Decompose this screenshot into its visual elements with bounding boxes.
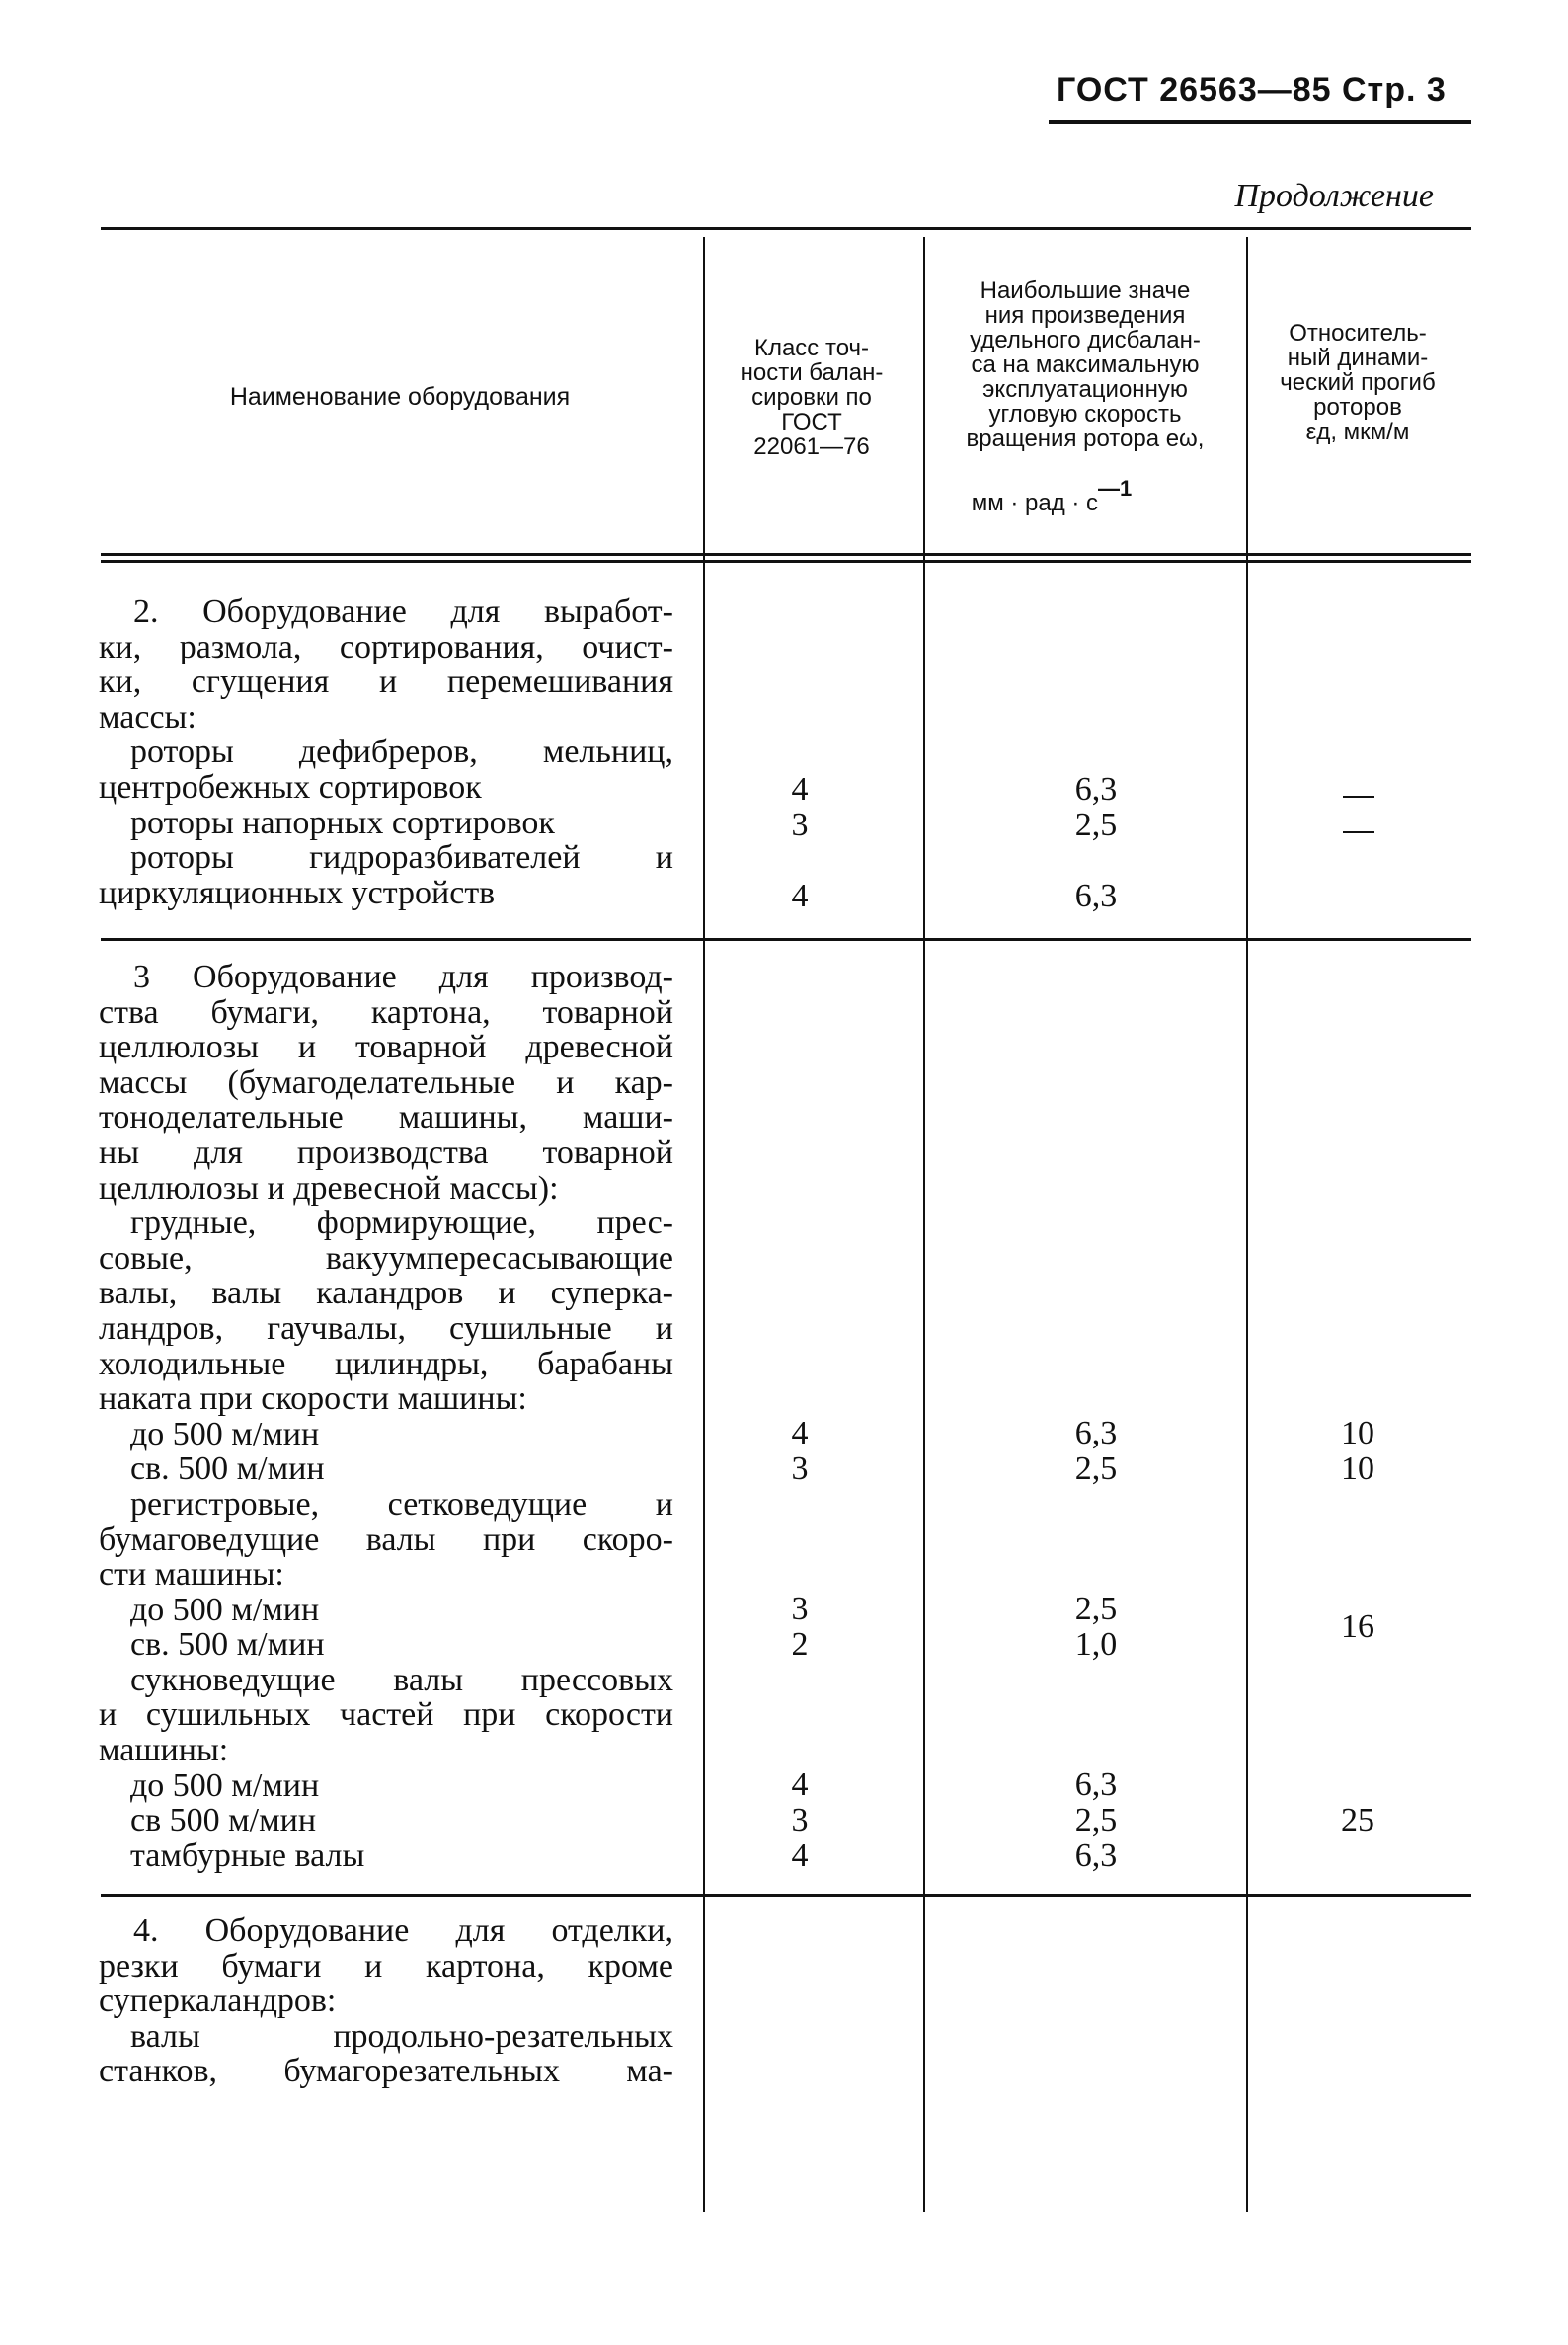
text-line: ства бумаги, картона, товарной [99,993,673,1031]
text-line: роторы дефибреров, мельниц, [130,734,673,771]
relative-dash [1343,796,1374,798]
column-header-max-value [928,278,1242,451]
text-line: совые, вакуумпересасывающие [99,1239,673,1277]
relative-value: 25 [1341,1802,1374,1838]
relative-value: 16 [1341,1608,1374,1645]
column-header-max-line: Наибольшие значе [980,277,1191,304]
section-2-text [99,594,673,910]
text-line: холодильные цилиндры, барабаны [99,1345,673,1382]
column-header-rel-line: роторов [1313,394,1402,421]
column-header-name: Наименование оборудования [229,383,571,411]
unit-exponent: —1 [1098,476,1133,501]
max-value: 2,5 [1074,1450,1118,1487]
class-value: 4 [791,1837,809,1874]
max-value: 6,3 [1074,771,1118,808]
text-line: регистровые, сетковедущие и [130,1485,673,1523]
text-line: до 500 м/мин [130,1591,320,1628]
column-header-rel-line: ный динами- [1287,345,1429,371]
section-4-text [99,1914,673,2089]
text-line: центробежных сортировок [99,768,482,806]
column-header-rel-line: ческий прогиб [1280,369,1436,396]
column-header-rel-line: εд, мкм/м [1305,419,1410,445]
table-top-rule [101,227,1471,230]
max-value: 6,3 [1074,1766,1118,1803]
text-line: грудные, формирующие, прес- [130,1205,673,1242]
unit-text: мм · рад · с [971,490,1099,516]
continuation-label: Продолжение [1234,178,1434,214]
text-line: резки бумаги и картона, кроме [99,1947,673,1985]
section-3-text [99,960,673,1873]
text-line: машины: [99,1732,229,1769]
table-header-rule-2 [101,560,1471,563]
column-divider-2 [923,237,925,2212]
text-line: и сушильных частей при скорости [99,1696,673,1734]
text-line: целлюлозы и товарной древесной [99,1029,673,1066]
text-line: роторы напорных сортировок [130,804,555,841]
section-divider-2-3 [101,938,1471,941]
text-line: целлюлозы и древесной массы): [99,1169,559,1207]
column-divider-3 [1246,237,1248,2212]
text-line: сти машины: [99,1556,284,1594]
class-value: 4 [791,878,809,914]
text-line: роторы гидроразбивателей и [130,839,673,877]
relative-value: 10 [1341,1415,1374,1451]
column-header-class-line: ности балан- [740,359,884,386]
text-line: тамбурные валы [130,1837,365,1874]
column-header-class-line: Класс точ- [753,335,870,361]
page-header-title: ГОСТ 26563—85 Стр. 3 [1057,71,1447,109]
text-line: валы продольно-резательных [130,2017,673,2055]
text-line: суперкаландров: [99,1983,337,2020]
text-line: ландров, гаучвалы, сушильные и [99,1309,673,1347]
text-line: станков, бумагорезательных ма- [99,2053,673,2090]
max-value: 1,0 [1074,1626,1118,1663]
text-line: св. 500 м/мин [130,1626,325,1664]
max-value: 6,3 [1074,1837,1118,1874]
class-value: 4 [791,1766,809,1803]
class-value: 2 [791,1626,809,1663]
text-line: сукноведущие валы прессовых [130,1661,673,1698]
text-line: 2. Оборудование для выработ- [133,593,673,630]
column-header-class [703,336,920,459]
text-line: валы, валы каландров и суперка- [99,1275,673,1312]
text-line: тоноделательные машины, маши- [99,1099,673,1136]
max-value: 6,3 [1074,878,1118,914]
text-line: ны для производства товарной [99,1133,673,1171]
max-value: 2,5 [1074,807,1118,843]
column-divider-1 [703,237,705,2212]
text-line: до 500 м/мин [130,1415,320,1452]
max-value: 2,5 [1074,1591,1118,1627]
text-line: массы: [99,698,196,736]
section-divider-3-4 [101,1894,1471,1897]
column-header-max-line: эксплуатационную [982,376,1188,403]
max-value: 2,5 [1074,1802,1118,1838]
column-header-class-line: сировки по [751,384,872,411]
relative-dash [1343,831,1374,833]
text-line: наката при скорости машины: [99,1380,527,1418]
text-line: 3 Оборудование для производ- [133,959,673,995]
column-header-relative [1254,321,1461,444]
column-header-class-line: 22061—76 [753,433,870,460]
class-value: 3 [791,1450,809,1487]
class-value: 3 [791,1591,809,1627]
text-line: 4. Оборудование для отделки, [133,1913,673,1949]
text-line: св 500 м/мин [130,1802,317,1839]
text-line: ки, сгущения и перемешивания [99,664,673,701]
relative-value: 10 [1341,1450,1374,1487]
column-header-max-unit [928,476,1175,516]
table-header-rule-1 [101,553,1471,556]
column-header-max-line: ния произведения [984,302,1186,329]
class-value: 3 [791,807,809,843]
text-line: массы (бумагоделательные и кар- [99,1063,673,1101]
class-value: 4 [791,771,809,808]
column-header-max-line: удельного дисбалан- [970,327,1201,353]
class-value: 4 [791,1415,809,1451]
header-rule [1049,120,1471,124]
text-line: до 500 м/мин [130,1766,320,1804]
max-value: 6,3 [1074,1415,1118,1451]
text-line: ки, размола, сортирования, очист- [99,628,673,665]
text-line: бумаговедущие валы при скоро- [99,1521,673,1558]
column-header-rel-line: Относитель- [1289,320,1427,347]
column-header-max-line: угловую скорость [988,401,1182,428]
column-header-max-line: са на максимальную [971,352,1200,378]
text-line: циркуляционных устройств [99,874,496,911]
column-header-max-line: вращения ротора eω, [966,426,1205,452]
column-header-class-line: ГОСТ [781,409,842,435]
text-line: св. 500 м/мин [130,1450,325,1488]
class-value: 3 [791,1802,809,1838]
